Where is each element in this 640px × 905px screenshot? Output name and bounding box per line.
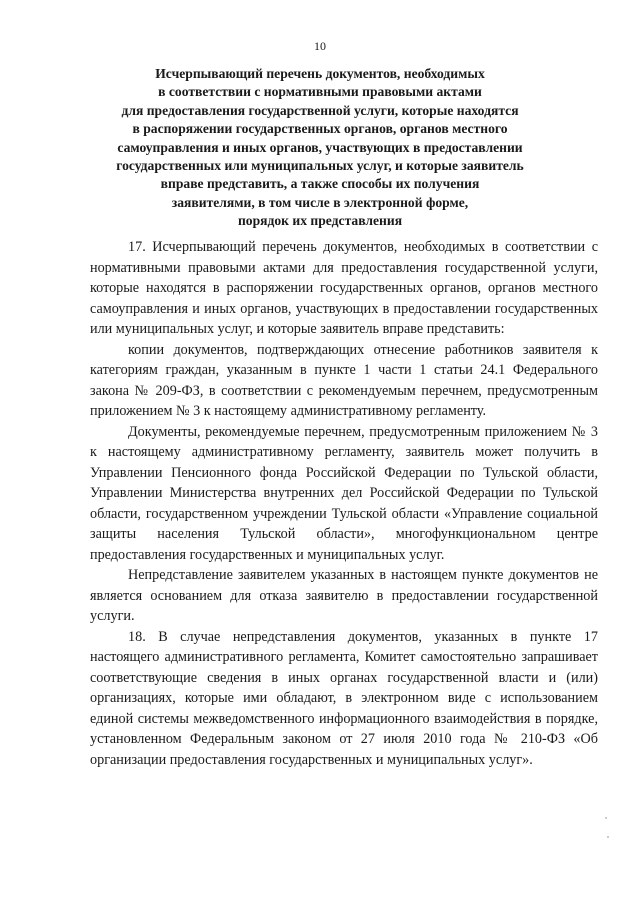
heading-line: в распоряжении государственных органов, органов местного [132, 121, 508, 137]
paragraph-non-submission: Непредставление заявителем указанных в настоящем пункте документов не является основанием для отказа заявителю в предоставлении государственной услуги. [90, 567, 598, 624]
section-heading [90, 65, 550, 231]
heading-line: для предоставления государственной услуги, которые находятся [121, 102, 519, 118]
document-body [90, 237, 598, 770]
paragraph-where-to-obtain: Документы, рекомендуемые перечнем, предусмотренным приложением № 3 к настоящему административному регламенту, заявитель может получить в Управлении Пенсионного фонда Российской Федерации по Тульской области, Управлении Министерства внутренних дел Российской Федерации по Тульской области, государственном учреждении Тульской области «Управление социальной защиты населения Тульской области», многофункциональном центре предоставления государственных и муниципальных услуг. [90, 423, 598, 563]
heading-line: порядок их представления [237, 213, 403, 229]
heading-line: вправе представить, а также способы их получения [160, 176, 480, 192]
heading-line: заявителями, в том числе в электронной форме, [171, 194, 469, 210]
page-number: 10 [314, 39, 326, 53]
heading-line: в соответствии с нормативными правовыми актами [158, 84, 482, 100]
paragraph-item-17: 17. Исчерпывающий перечень документов, необходимых в соответствии с нормативными правовыми актами для предоставления государственной услуги, которые находятся в распоряжении государственных органов, органов местного самоуправления и иных органов, участвующих в предоставлении государственных или муниципальных услуг, и которые заявитель вправе представить: [90, 239, 598, 337]
scan-mark [607, 836, 609, 838]
paragraph-document-copies: копии документов, подтверждающих отнесение работников заявителя к категориям граждан, указанным в пункте 1 части 1 статьи 24.1 Федерального закона № 209-ФЗ, в соответствии с рекомендуемым перечнем, предусмотренным приложением № 3 к настоящему административному регламенту. [90, 341, 598, 419]
heading-line: Исчерпывающий перечень документов, необходимых [155, 66, 485, 81]
paragraph-item-18: 18. В случае непредставления документов, указанных в пункте 17 настоящего административного регламента, Комитет самостоятельно запрашивает соответствующие сведения в иных органах государственной власти и (или) организациях, которые ими обладают, в электронном виде с использованием единой системы межведомственного информационного взаимодействия в порядке, установленном Федеральным законом от 27 июля 2010 года № 210-ФЗ «Об организации предоставления государственных и муниципальных услуг». [90, 628, 598, 768]
heading-line: государственных или муниципальных услуг, и которые заявитель [116, 158, 524, 174]
heading-line: самоуправления и иных органов, участвующих в предоставлении [117, 139, 523, 155]
scan-mark [605, 817, 607, 819]
